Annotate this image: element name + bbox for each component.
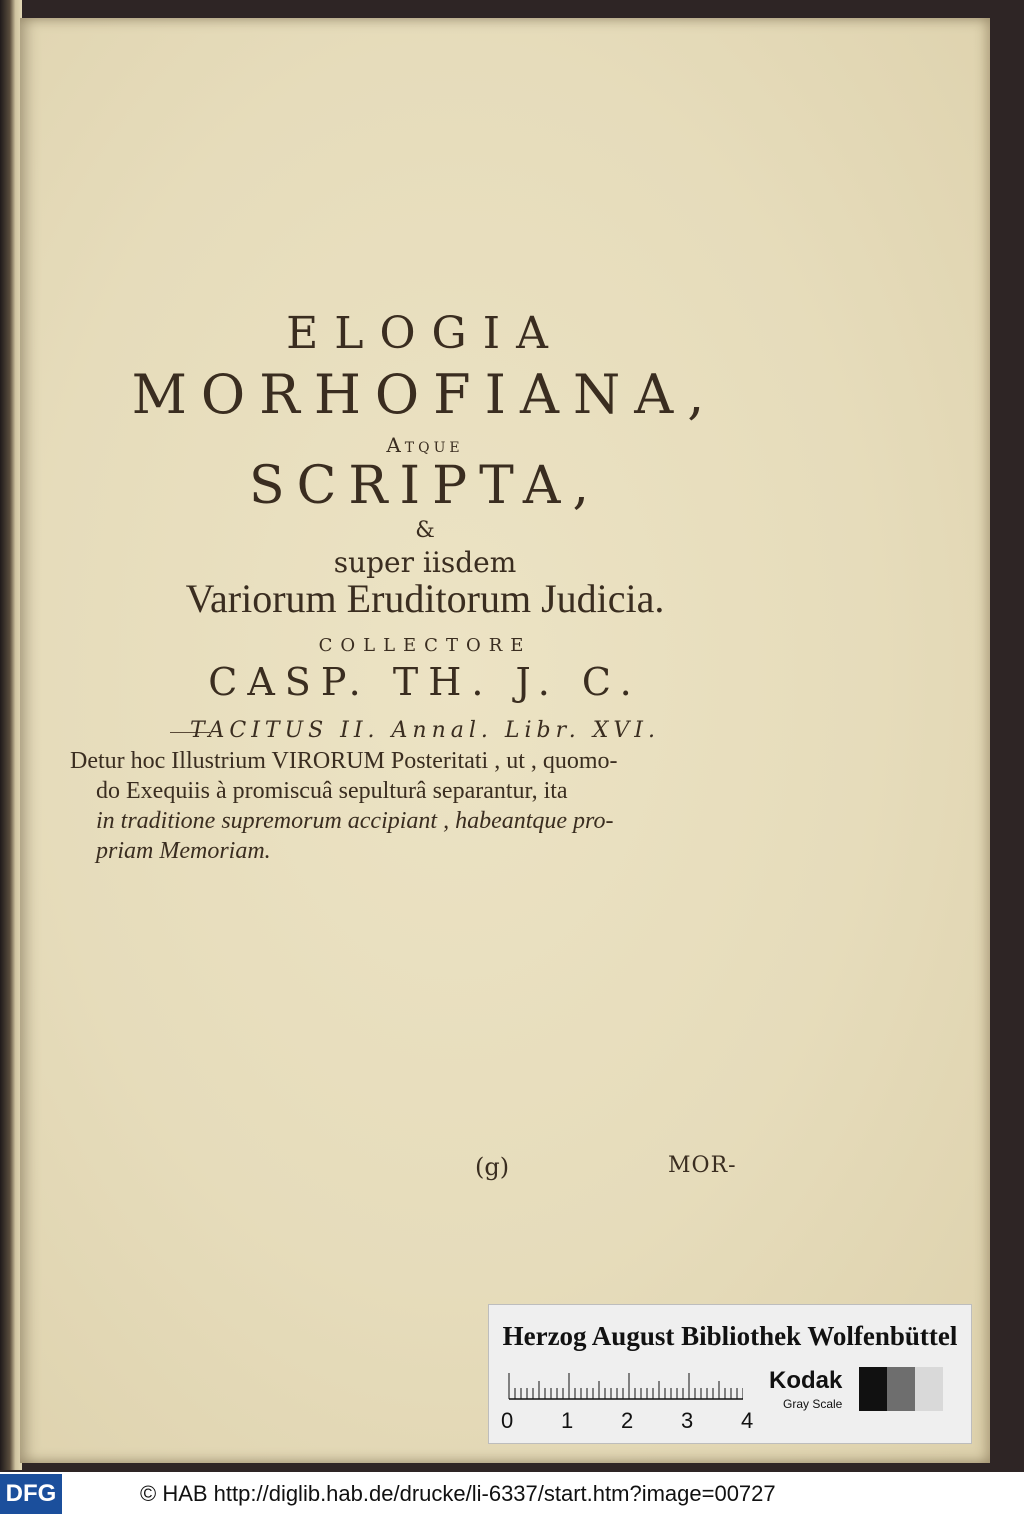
ruler-number: 1 bbox=[561, 1408, 574, 1433]
title-ampersand: & bbox=[415, 518, 435, 543]
ruler-number: 0 bbox=[501, 1408, 514, 1433]
swatch-black bbox=[859, 1367, 887, 1411]
title-elogia: ELOGIA bbox=[286, 308, 564, 359]
quote-source: TACITUS II. Annal. Libr. XVI. bbox=[190, 718, 660, 743]
adjacent-page-edge bbox=[0, 0, 22, 1470]
gray-scale-label: Gray Scale bbox=[783, 1397, 843, 1411]
title-morhofiana: MORHOFIANA, bbox=[131, 363, 719, 426]
ruler-number: 3 bbox=[681, 1408, 694, 1433]
footer-bar bbox=[0, 1472, 1024, 1515]
swatch-light bbox=[915, 1367, 943, 1411]
library-color-card bbox=[488, 1304, 972, 1444]
ruler-number: 4 bbox=[741, 1408, 754, 1433]
ruler-number: 2 bbox=[621, 1408, 634, 1433]
library-name: Herzog August Bibliothek Wolfenbüttel bbox=[502, 1321, 958, 1351]
kodak-logo-text: Kodak bbox=[769, 1367, 843, 1394]
quote-line: Detur hoc Illustrium VIRORUM Posteritati , ut , quomo- bbox=[70, 748, 618, 774]
catchword: MOR- bbox=[668, 1153, 737, 1178]
collector-name: CASP. TH. J. C. bbox=[208, 660, 642, 704]
quote-line: do Exequiis à promiscuâ sepulturâ separantur, ita bbox=[96, 778, 568, 804]
ruler-scale bbox=[503, 1369, 743, 1409]
swatch-gray bbox=[887, 1367, 915, 1411]
dfg-logo: DFG bbox=[0, 1474, 62, 1514]
title-variorum: Variorum Eruditorum Judicia. bbox=[185, 576, 665, 621]
quote-line: priam Memoriam. bbox=[96, 838, 271, 864]
signature-mark: (g) bbox=[475, 1153, 510, 1181]
book-page bbox=[20, 18, 990, 1463]
title-super-iisdem: super iisdem bbox=[333, 546, 517, 579]
title-atque: Atque bbox=[386, 433, 464, 457]
title-scripta: SCRIPTA, bbox=[248, 456, 601, 516]
collector-label: COLLECTORE bbox=[318, 635, 532, 656]
tacitus-quote bbox=[70, 746, 770, 866]
copyright-link[interactable]: © HAB http://diglib.hab.de/drucke/li-6337/start.htm?image=00727 bbox=[140, 1481, 776, 1506]
quote-line: in traditione supremorum accipiant , habeantque pro- bbox=[96, 808, 614, 834]
